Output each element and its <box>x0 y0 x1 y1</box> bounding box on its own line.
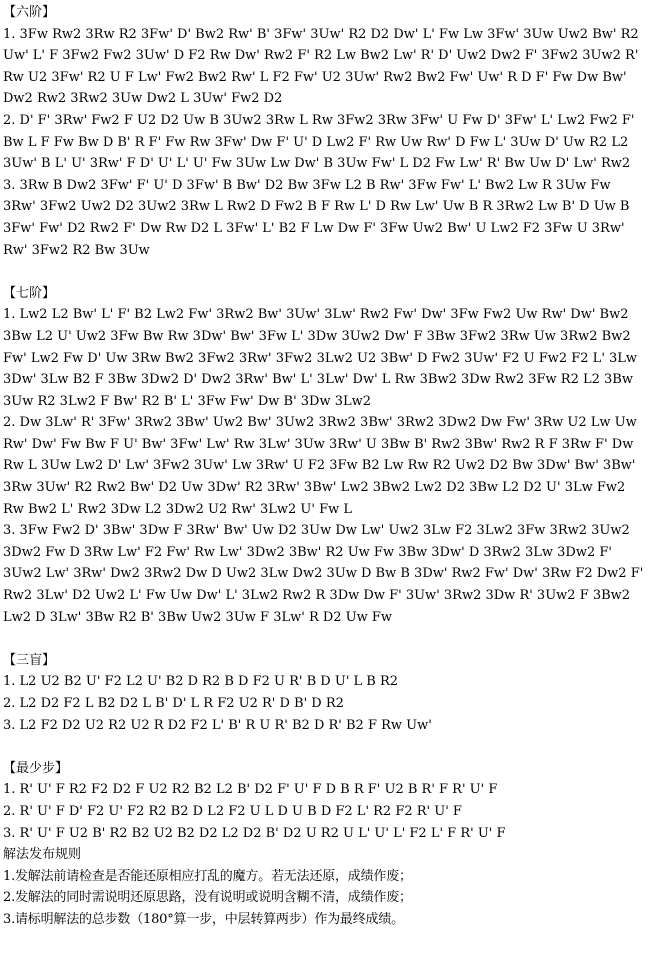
scramble-6x6-1: 1. 3Fw Rw2 3Rw R2 3Fw' D' Bw2 Rw' B' 3Fw' 3Uw' R2 D2 Dw' L' Fw Lw 3Fw' 3Uw Uw2 Bw' R2 Uw' L' F 3Fw2 Fw2 3Uw' D F2 Rw Dw' Rw2 F' R2 Lw Bw2 Lw' R' D' Uw2 Dw2 F' 3Fw2 3Uw2 R' Rw U2 3Fw' R2 U F Lw' Fw2 Bw2 Rw' L F2 Fw' U2 3Uw' Rw2 Bw2 Fw' Uw' R D F' Fw Dw Bw' Dw2 Rw2 3Rw2 3Uw Dw2 L 3Uw' Fw2 D2 <box>3 26 639 107</box>
scramble-7x7-3: 3. 3Fw Fw2 D' 3Bw' 3Dw F 3Rw' Bw' Uw D2 3Uw Dw Lw' Uw2 3Lw F2 3Lw2 3Fw 3Rw2 3Uw2 3Dw2 Fw D 3Rw Lw' F2 Fw' Rw Lw' 3Dw2 3Bw' R2 Uw Fw 3Bw 3Dw' D 3Rw2 3Lw 3Dw2 F' 3Uw2 Lw' 3Rw' Dw2 3Rw2 Dw D Uw2 3Lw Dw2 3Uw D Bw B 3Dw' Rw2 Fw' Dw' 3Rw F2 Dw2 F' Rw2 3Lw' D2 Uw2 L' Fw Uw Dw' L' 3Lw2 Rw2 R 3Dw Dw F' 3Uw' 3Rw2 3Dw R' 3Uw2 F 3Bw2 Lw2 D 3Lw' 3Bw R2 B' 3Bw Uw2 3Uw F 3Lw' R D2 Uw Fw <box>3 523 644 625</box>
scramble-fmc-3: 3. R' U' F U2 B' R2 B2 U2 B2 D2 L2 D2 B' D2 U R2 U L' U' L' F2 L' F R' U' F <box>3 825 506 841</box>
scramble-3bld-3: 3. L2 F2 D2 U2 R2 U2 R D2 F2 L' B' R U R' B2 D R' B2 F Rw Uw' <box>3 717 432 733</box>
scramble-fmc-1: 1. R' U' F R2 F2 D2 F U2 R2 B2 L2 B' D2 F' U' F D B R F' U2 B R' F R' U' F <box>3 782 498 798</box>
section-heading-3bld: 【三盲】 <box>3 652 56 668</box>
section-heading-6x6: 【六阶】 <box>3 5 56 20</box>
section-3bld <box>3 650 647 736</box>
section-heading-7x7: 【七阶】 <box>3 285 56 301</box>
scramble-6x6-3: 3. 3Rw B Dw2 3Fw' F' U' D 3Fw' B Bw' D2 Bw 3Fw L2 B Rw' 3Fw Fw' L' Bw2 Lw R 3Uw Fw 3Rw' 3Fw2 Uw2 D2 3Uw2 3Rw L Rw2 D Fw2 B F Rw L' D Rw Lw' Uw B R 3Rw2 Lw B' D Uw B 3Fw' Fw' D2 Rw2 F' Dw Rw D2 L 3Fw' L' B2 F Lw Dw F' 3Fw Uw2 Bw' U Lw2 F2 3Fw U 3Rw' Rw' 3Fw2 R2 Bw 3Uw <box>3 177 630 258</box>
rules-section <box>3 844 647 930</box>
scramble-3bld-2: 2. L2 D2 F2 L B2 D2 L B' D' L R F2 U2 R' D B' D R2 <box>3 696 344 711</box>
scramble-3bld-1: 1. L2 U2 B2 U' F2 L2 U' B2 D R2 B D F2 U R' B D U' L B R2 <box>3 674 399 690</box>
section-heading-fmc: 【最少步】 <box>3 760 69 776</box>
scramble-7x7-2: 2. Dw 3Lw' R' 3Fw' 3Rw2 3Bw' Uw2 Bw' 3Uw2 3Rw2 3Bw' 3Rw2 3Dw2 Dw Fw' 3Rw U2 Lw Uw Rw' Dw' Fw Bw F U' Bw' 3Fw' Lw' Rw 3Lw' 3Uw 3Rw' U 3Bw B' Rw2 3Bw' Rw2 R F 3Rw F' Dw Rw L 3Uw Lw2 D' Lw' 3Fw2 3Uw' Lw 3Rw' U F2 3Fw B2 Lw Rw R2 Uw2 D2 Bw 3Dw' Bw' 3Bw' 3Rw 3Uw' R2 Rw2 Bw' D2 Uw 3Dw' R2 3Rw' 3Bw' Lw2 3Bw2 Lw2 D2 3Bw L2 D2 U' 3Lw Fw2 Rw Bw2 L' Rw2 3Dw L2 3Dw2 U2 Rw' 3Lw2 U' Fw L <box>3 415 637 517</box>
rule-item-3: 3.请标明解法的总步数（180°算一步，中层转算两步）作为最终成绩。 <box>3 911 404 927</box>
scramble-6x6-2: 2. D' F' 3Rw' Fw2 F U2 D2 Uw B 3Uw2 3Rw L Rw 3Fw2 3Rw 3Fw' U Fw D' 3Fw' L' Lw2 Fw2 F' Bw L F Fw Bw D B' R F' Fw Rw 3Fw' Dw F' U' D Lw2 F' Rw Uw Rw' D Fw L' 3Uw D' Uw R2 L2 3Uw' B L' U' 3Rw' F D' U' L' U' Fw 3Uw Lw Dw' B 3Uw Fw' L D2 Fw Lw' R' Bw Uw D' Lw' Rw2 <box>3 112 635 172</box>
rule-item-2: 2.发解法的同时需说明还原思路，没有说明或说明含糊不清，成绩作废； <box>3 890 412 906</box>
section-gap <box>3 261 647 283</box>
section-gap <box>3 628 647 650</box>
section-7x7 <box>3 283 647 629</box>
section-6x6 <box>3 2 647 261</box>
scramble-7x7-1: 1. Lw2 L2 Bw' L' F' B2 Lw2 Fw' 3Rw2 Bw' 3Uw' 3Lw' Rw2 Fw' Dw' 3Fw Fw2 Uw Rw' Dw' Bw2 3Bw L2 U' Uw2 3Fw Bw Rw 3Dw' Bw' 3Fw L' 3Dw 3Uw2 Dw' F 3Bw 3Fw2 3Rw Uw 3Rw2 Bw2 Fw' Lw2 Fw D' Uw 3Rw Bw2 3Fw2 3Rw' 3Fw2 3Lw2 U2 3Bw' D Fw2 3Uw' F2 U Fw2 F2 L' 3Lw 3Dw' 3Lw B2 F 3Bw 3Dw2 D' Dw2 3Rw' Bw' L' 3Lw' Dw' L Rw 3Bw2 3Dw Rw2 3Fw R2 L2 3Bw 3Uw R2 3Lw2 F Bw' R2 B' L' 3Fw Fw' Dw B' 3Dw 3Lw2 <box>3 307 638 409</box>
rules-title: 解法发布规则 <box>3 847 82 863</box>
section-gap <box>3 736 647 758</box>
section-fmc <box>3 758 647 844</box>
scramble-fmc-2: 2. R' U' F D' F2 U' F2 R2 B2 D L2 F2 U L D U B D F2 L' R2 F2 R' U' F <box>3 803 462 819</box>
rule-item-1: 1.发解法前请检查是否能还原相应打乱的魔方。若无法还原，成绩作废； <box>3 868 412 884</box>
